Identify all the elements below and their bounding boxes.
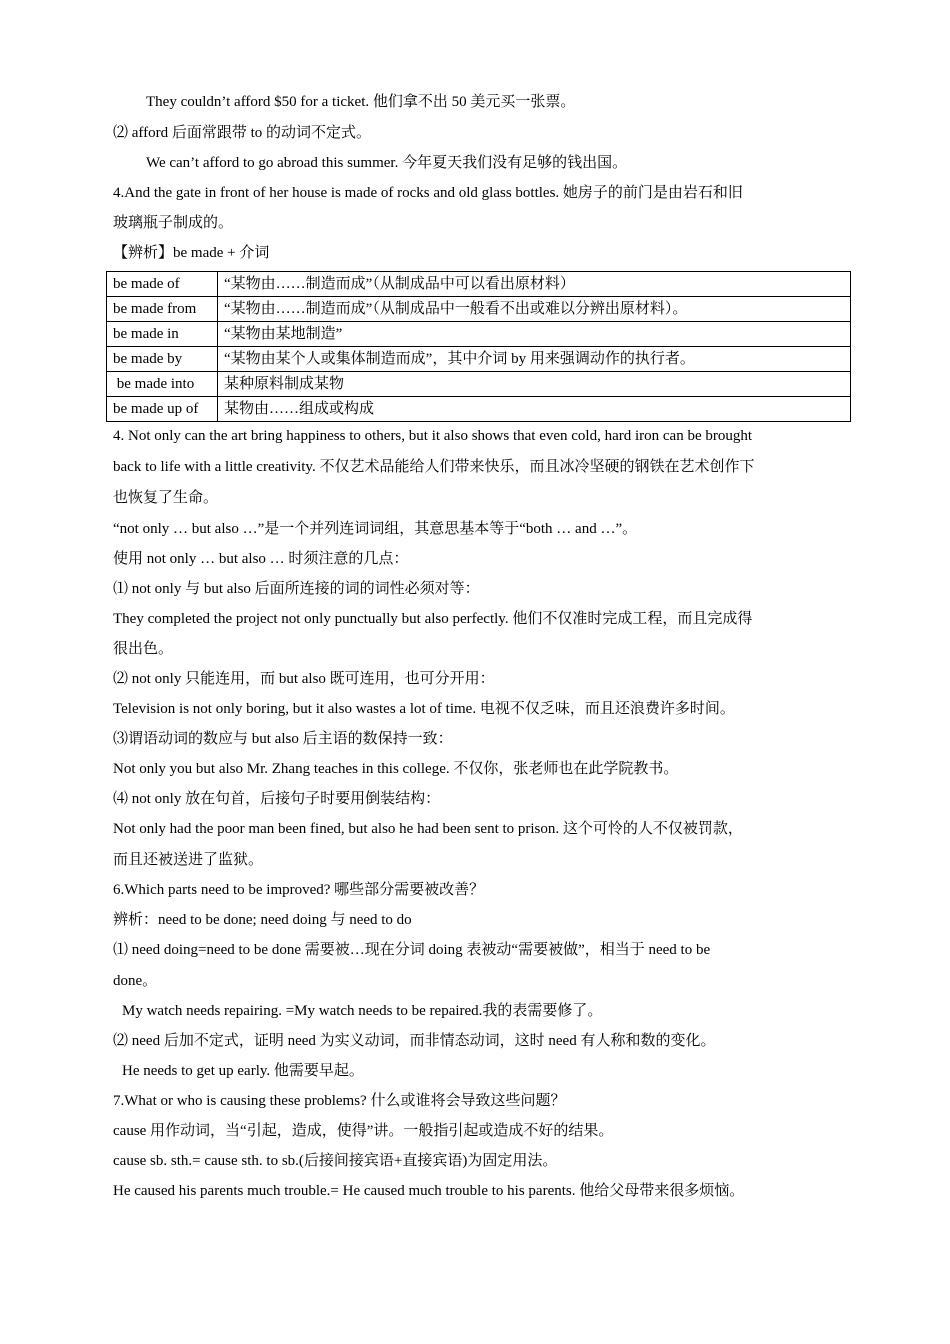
grammar-point: ⑴ not only 与 but also 后面所连接的词的词性必须对等： xyxy=(113,581,480,597)
example-sentence-continued: 而且还被送进了监狱。 xyxy=(113,852,264,868)
grammar-point: ⑵ afford 后面常跟带 to 的动词不定式。 xyxy=(113,125,372,141)
example-sentence: Not only you but also Mr. Zhang teaches in this college. 不仅你，张老师也在此学院教书。 xyxy=(113,761,679,777)
explanation-line: cause 用作动词，当“引起，造成，使得”讲。一般指引起或造成不好的结果。 xyxy=(113,1123,614,1139)
phrase-cell: be made up of xyxy=(107,397,218,422)
phrase-cell: be made into xyxy=(107,372,218,397)
example-sentence: My watch needs repairing. =My watch needs to be repaired.我的表需要修了。 xyxy=(122,1003,603,1019)
example-sentence: He needs to get up early. 他需要早起。 xyxy=(122,1063,364,1079)
meaning-cell: “某物由……制造而成”（从制成品中一般看不出或难以分辨出原材料）。 xyxy=(218,297,851,322)
key-sentence: 4.And the gate in front of her house is made of rocks and old glass bottles. 她房子的前门是由岩石和旧 xyxy=(113,185,743,201)
grammar-point: ⑶谓语动词的数应与 but also 后主语的数保持一致： xyxy=(113,731,453,747)
table-row xyxy=(107,347,851,372)
meaning-cell: “某物由某个人或集体制造而成”，其中介词 by 用来强调动作的执行者。 xyxy=(218,347,851,372)
example-sentence: They completed the project not only punctually but also perfectly. 他们不仅准时完成工程，而且完成得 xyxy=(113,611,753,627)
explanation-line: cause sb. sth.= cause sth. to sb.(后接间接宾语+直接宾语)为固定用法。 xyxy=(113,1153,558,1169)
table-row xyxy=(107,272,851,297)
section-heading: 【辨析】be made + 介词 xyxy=(113,245,270,261)
example-sentence: Television is not only boring, but it also wastes a lot of time. 电视不仅乏味，而且还浪费许多时间。 xyxy=(113,701,735,717)
grammar-point: ⑵ need 后加不定式，证明 need 为实义动词，而非情态动词，这时 need 有人称和数的变化。 xyxy=(113,1033,716,1049)
table-row xyxy=(107,397,851,422)
key-sentence-continued: back to life with a little creativity. 不仅艺术品能给人们带来快乐，而且冰冷坚硬的钢铁在艺术创作下 xyxy=(113,459,755,475)
key-sentence: 7.What or who is causing these problems? 什么或谁将会导致这些问题？ xyxy=(113,1093,566,1109)
phrase-cell: be made by xyxy=(107,347,218,372)
phrase-cell: be made of xyxy=(107,272,218,297)
grammar-point: ⑵ not only 只能连用，而 but also 既可连用，也可分开用： xyxy=(113,671,495,687)
phrase-cell: be made from xyxy=(107,297,218,322)
explanation-line: 使用 not only … but also … 时须注意的几点： xyxy=(113,551,409,567)
example-sentence: He caused his parents much trouble.= He caused much trouble to his parents. 他给父母带来很多烦恼。 xyxy=(113,1183,745,1199)
grammar-point: ⑴ need doing=need to be done 需要被…现在分词 doing 表被动“需要被做”，相当于 need to be xyxy=(113,942,711,958)
be-made-table xyxy=(106,271,851,422)
key-sentence-continued: 也恢复了生命。 xyxy=(113,490,219,506)
example-sentence: They couldn’t afford $50 for a ticket. 他们拿不出 50 美元买一张票。 xyxy=(146,94,576,110)
phrase-cell: be made in xyxy=(107,322,218,347)
example-sentence: We can’t afford to go abroad this summer. 今年夏天我们没有足够的钱出国。 xyxy=(146,155,628,171)
meaning-cell: “某物由……制造而成”（从制成品中可以看出原材料） xyxy=(218,272,851,297)
example-sentence-continued: 很出色。 xyxy=(113,641,174,657)
example-sentence: Not only had the poor man been fined, but also he had been sent to prison. 这个可怜的人不仅被罚款， xyxy=(113,821,743,837)
table-row xyxy=(107,372,851,397)
table-row xyxy=(107,297,851,322)
section-heading: 辨析：need to be done; need doing 与 need to do xyxy=(113,912,412,928)
key-sentence: 4. Not only can the art bring happiness to others, but it also shows that even cold, hard iron can be brought xyxy=(113,428,753,444)
meaning-cell: 某物由……组成或构成 xyxy=(218,397,851,422)
explanation-line: “not only … but also …”是一个并列连词词组，其意思基本等于“both … and …”。 xyxy=(113,521,638,537)
grammar-point-continued: done。 xyxy=(113,973,158,989)
key-sentence: 6.Which parts need to be improved? 哪些部分需要被改善？ xyxy=(113,882,485,898)
meaning-cell: 某种原料制成某物 xyxy=(218,372,851,397)
meaning-cell: “某物由某地制造” xyxy=(218,322,851,347)
table-row xyxy=(107,322,851,347)
grammar-point: ⑷ not only 放在句首，后接句子时要用倒装结构： xyxy=(113,791,441,807)
key-sentence-continued: 玻璃瓶子制成的。 xyxy=(113,215,234,231)
